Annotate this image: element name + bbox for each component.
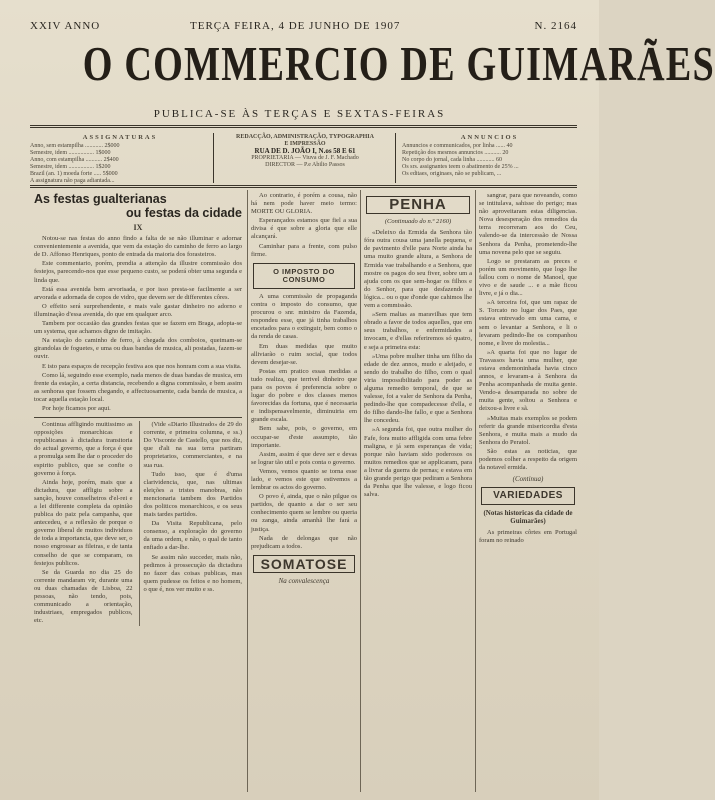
newspaper-subtitle: PUBLICA-SE ÀS TERÇAS E SEXTAS-FEIRAS [153,108,446,120]
paragraph: Tambem por occasião das grandes festas que se fazem em Braga, adopta-se um systema, que achamos digno de imitação. [34,320,242,336]
newspaper-title: O COMMERCIO DE GUIMARÃES [82,36,715,91]
paragraph: O povo é, ainda, que o não pilgue os partidos, de quanto a dar o ser seu conhecimento quem se lembre ou queria ou zanga, ainda amanhã lhe fará a justiça. [251,493,357,533]
paragraph: A uma commissão de propaganda contra o imposto do consumo, que procurou o snr. ministro da Fazenda, respondeu esse, que já tinha trabalhos encetados para o extinguir, bem como o da renda de casas. [251,292,357,341]
paragraph: Postas em pratico essas medidas a tudo realiza, que terrivel dinheiro que para os povos é preferencia sobre o lugar do pobre e dos classes menos favorecidas da fortuna, que é necessaria e indispensavelmente, diminuiria em grande escala. [251,367,357,424]
paragraph: »Uma pobre mulher tinha um filho da edade de dez annos, mudo e aleijado, e sendo do trabalho do filho, com o qual viria impossibilitado para poder as alguma remedio temporal, de que se valesse, foi a valer de Senhora da Penha, pedindo-lhe que compadecesse d'ella, e do filho dando-lhe fallo, e que a Senhora lhe concedeu. [364,352,472,425]
festas-heading-1: As festas gualterianas [34,192,167,206]
paragraph: São estas as noticias, que podemos colher a respeito da origem da notavel ermida. [479,447,577,472]
imposto-heading: O IMPOSTO DO CONSUMO [253,263,355,289]
paragraph: Continua affligindo muitissimo as opposições monarchicas e republicanas à dictadura transitoria do actual governo, que a força é que a promulga sem lhe dar o proceder do espirito publico, que se confie o governo à força. [34,421,133,477]
annuncios-title: ANNUNCIOS [460,134,519,141]
paragraph: (Vide «Diario Illustrado» de 29 do corrente, e primeira columna, e ss.) Do Visconte de Castello, que nos diz, que d'ali na sua terra partiram proprietarios, commerciantes, e na sua rua. [143,421,242,469]
assinaturas-line: Semestre, idem ................. 1$000 [30,150,111,156]
year-label: XXIV ANNO [30,20,101,32]
penha-continued: (Continuado do n.º 2160) [384,218,452,226]
variedades-subtitle: (Notas historicas da cidade de Guimarães) [483,509,573,526]
paragraph: E isto para espaços de recepção festiva aos que nos honram com a sua visita. [42,362,242,370]
info-bottom-rule-2 [30,187,577,188]
paragraph: Na estação do caminho de ferro, à chegada dos comboios, queimam-se girandolas de foguetes, e uma ou duas bandas de musica, ali postadas, fazem-se ouvir. [34,337,242,361]
assinaturas-line: Anno, com estampilha ........... 2$400 [30,157,119,163]
column-divider [247,190,248,792]
assinaturas-title: ASSIGNATURAS [82,134,158,141]
article-penha [364,192,472,800]
assinaturas-box [30,134,210,182]
paragraph: »A quarta foi que no lugar de Travassos havia uma mulher, que estava endemoninhada havia cinco annos, e levaram-a à Senhora da Penha acompanhada de muita gente. Vendo-a desamparada no sobre de muita gente, soltou a Senhora e deixou-a livre e sã. [479,348,577,413]
paragraph: Notou-se nas festas do anno findo a falta de se não illuminar e adornar convenientemente a avenida, que vem da estação do caminho de ferro ao largo de D. Affonso Henriques, ponto de entrada da maioria dos forasteiros. [34,235,242,259]
paragraph: Caminhar para a frente, com pulso firme. [251,242,357,258]
paragraph: Logo se prestaram as preces e porém um movimento, que logo lhe fallou com o nome de Manoel, que vivo e de saude ... e a mãe ficou livre, e já o dia... [479,257,577,298]
article-imposto [251,192,357,800]
paragraph: Nada de delongas que não prejudicam a todos. [251,534,357,550]
column-divider [360,190,361,792]
paragraph: »A terceira foi, que um rapaz de S. Torcato no lugar dos Paes, que estava entrevado em uma cama, e sem o levantar a Senhora, e li o levaram pedindo-lhe os companhou nome, e livre do molestia... [479,299,577,347]
redaccao-line: RUA DE D. JOÃO I, N.os 58 E 61 [254,147,356,155]
redaccao-line: REDACÇÃO, ADMINISTRAÇÃO, TYPOGRAPHIA [236,134,374,140]
redaccao-box [220,134,390,182]
date-label: TERÇA FEIRA, 4 DE JUNHO DE 1907 [190,20,401,32]
penha-heading: PENHA [366,196,470,214]
paragraph: As primeiras côrtes em Portugal foram no reinado [479,528,577,544]
paragraph: Se da Guarda no dia 25 do corrente mandaram vir, durante uma ou duas chamadas de Lisboa, 22 pessoas, não tendo, pois, communicado a orientação, industriaes, empregados publicos, etc. [34,568,133,625]
assinaturas-line: Semestre, idem ................. 1$200 [30,164,111,170]
issue-number: N. 2164 [534,20,577,32]
paragraph: Em duas medidas que muito alliviarão o ruim social, que todos devem desejar-se. [251,342,357,366]
top-rule-2 [30,127,577,128]
redaccao-line: PROPRIETARIA — Viuva de J. F. Machado [251,155,359,161]
info-bottom-rule [30,185,577,186]
paragraph: Está essa avenida bem arvorisada, e por isso presta-se facilmente a ser arvorada e adornada de copos de vidro, que devem ser de differentes côres. [34,285,242,301]
paragraph: Se assim não succeder, mais não, pedimos à prossecução da dictadura no fazer das coisas publicas, mas quem pudesse os feitos e no homem, o que é, nos ver muito e ss. [143,553,242,593]
redaccao-line: E IMPRESSÃO [284,141,326,147]
paragraph: Da Visita Republicana, pelo consenso, a exploração do governo da uma ordem, e não, o qual de tanto enfiado a dar-lhe. [143,520,242,552]
festas-heading-2: ou festas da cidade [125,206,242,220]
paragraph: Como lá, seguindo esse exemplo, nada menos de duas bandas de musica, em frente da estação, a certa distancia, recebendo a digna commissão, e bem assim as senhoras que fossem chegando, e affectuosamente, cada banda de musica, a tocar aquella estação local. [34,371,242,403]
assinaturas-line: A assignatura não paga adiantada... [30,178,115,184]
paragraph: O effeito será surprehendente, e mais vale gastar dinheiro no adorno e illuminação d'essa avenida, do que em qualquer arco. [34,302,242,318]
sub-column-left [34,421,133,626]
paragraph: sangrar, para que noveando, como se intitulava, sahisse do perigo; mas não aproveitaram estas diligencias. Nova desesperação dos remedios da terra recorreram aos do Ceu, valendo-se da intercessão de Nossa Senhora da Penha, prometendo-lhe uma novena pelo que se seguiu. [479,192,577,256]
separator [34,417,242,418]
annuncios-line: Annuncios e communicados, por linha ...... 40 [402,143,513,149]
paragraph: »Muitas mais exemplos se podem referir da grande misericordia d'esta Senhora, e muita mais a mudo da Senhora do Peratol. [479,414,577,446]
info-bar [30,134,577,182]
article-festas [34,192,242,800]
paragraph: Ao contrario, é porém a cousa, não há nem pode haver meio termo: MORTE OU GLORIA. [251,192,357,216]
paragraph: Bem sabe, pois, o governo, em occupar-se d'este assumpto, tão importante. [251,425,357,449]
info-divider [395,133,396,183]
annuncios-line: No corpo do jornal, cada linha ............ 60 [402,157,502,163]
redaccao-line: DIRECTOR — P.e Abilio Passos [265,162,345,168]
continua-note: (Continua) [512,475,544,484]
section-number: IX [133,223,143,232]
assinaturas-line: Brazil (an. 1) moeda forte ..... 5$000 [30,171,118,177]
paragraph: Vemos, vemos quanto se torna esse lado, e vemos este que estivemos a lembrar os actos do governo. [251,467,357,492]
paragraph: Por hoje ficamos por aqui. [42,404,111,412]
assinaturas-line: Anno, sem estampilha ............ 2$000 [30,143,120,149]
paragraph: »A segunda foi, que outra mulher do Fafe, fora muito affligida com uma febre maligna, e já sem esperanças de vida; porque não haviam sido poderosos os muitos remedios que se applicaram, para a livrar da guerra de pernas; e estava em tão grande perigo que pediram a Senhora da Penha que lhe valesse, e logo ficou salva. [364,426,472,499]
annuncios-line: Os editaes, originaes, não se publicam, ... [402,171,502,177]
annuncios-box [402,134,577,182]
paragraph: «Deleixo da Ermida da Senhora tão fóra outra cousa uma janella pequena, e de pavimento d'elle para Norte ainda ha uma muito grande altura, a Senhora de Ermida vae trabalhando e a Senhora, que mostre os pagos do seu fiver, sobre um a ajuda com os que sem-hogar os filhos e do Senhor, para que desfazendo a lógica... ou o que d'onde que cahimos lhe vem a commissão. [364,229,472,310]
top-rule [30,125,577,126]
sub-column-right [139,421,243,626]
paragraph: Tudo isso, que é d'uma clarividencia, que, nas ultimas eleições a tristes manobras, não mencionaria tambem dos Partidos dos politicos monarchicos, e os seus mais tardes partidos. [143,470,242,519]
somatose-ad-subtitle: Na convalescença [278,576,330,585]
annuncios-line: Repetição dos mesmos annuncios ........... 20 [402,150,509,156]
annuncios-line: Os srs. assignantes teem o abatimento de 25% ... [402,164,519,170]
sub-columns [34,421,242,626]
paragraph: Este commentario, porém, prendia a attenção da illustre commissão dos festejos, parecendo-nos que esse pequeno custo, se poderá obter uma segunda e linda que. [34,260,242,284]
paragraph: Ainda hoje, porém, mais que a dictadura, que affligiu sobre a sanção, houve conselheiros d'el-rei e a lei differente completa da opinião publica do paiz pela campanha, que antecedeu, e a reflexão de porque o governo liberal de muitos individuos de toda a importancia, que deve ser, o nosso engrossar as fileiras, e de tanta conselho de que se comparam, os festejos publicos. [34,478,133,567]
paragraph: »Sem maltas as maravilhas que tem obrado a favor de todos aquelles, que em seus trabalhos, e enfermidades a invocam, e d'ellas referiremos só quatro, e seja a primeira esta: [364,311,472,351]
variedades-heading: VARIEDADES [481,487,575,505]
paragraph: Esperançados estamos que fiel a sua divisa é que sobre a gloria que elle alcançará. [251,217,357,241]
column-divider [475,190,476,792]
info-divider [213,133,214,183]
somatose-ad-title: SOMATOSE [253,555,355,573]
article-penha-continued [479,192,577,800]
paragraph: Assim, assim é que deve ser e devas se lograr tão util e pois conta o governo. [251,450,357,466]
